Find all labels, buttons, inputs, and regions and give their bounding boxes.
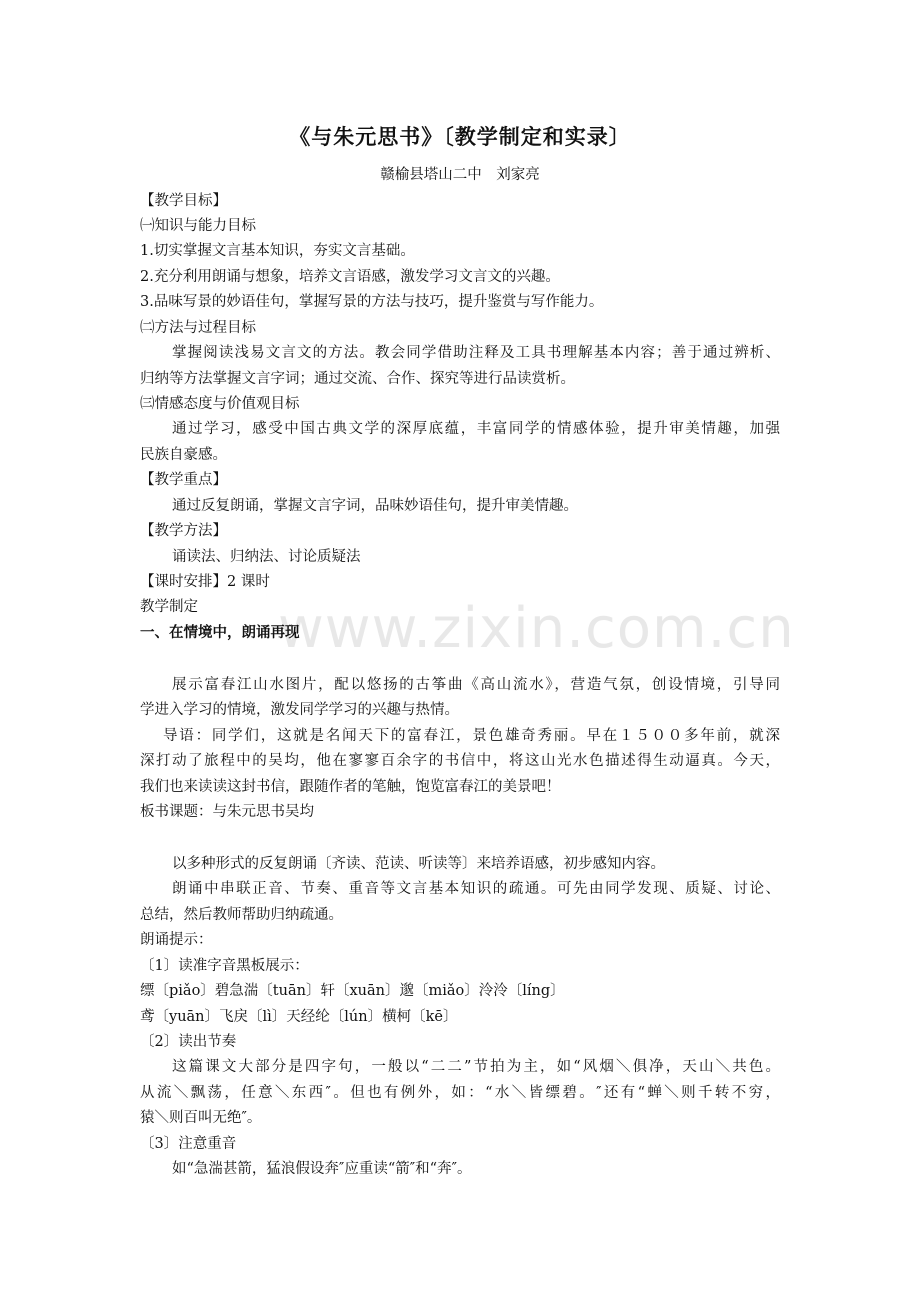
paragraph-line: 从流＼飘荡，任意＼东西″。但也有例外，如：“水＼皆缥碧。″还有“蝉＼则千转不穷， — [140, 1085, 780, 1101]
paragraph-line: 导语：同学们，这就是名闻天下的富春江，景色雄奇秀丽。早在１５００多年前，就深 — [163, 728, 780, 744]
paragraph-line: 〔3〕注意重音 — [140, 1136, 237, 1152]
document-title: 《与朱元思书》〔教学制定和实录〕 — [289, 125, 631, 149]
paragraph-line: 深打动了旅程中的吴均，他在寥寥百余字的书信中，将这山光水色描述得生动逼真。今天， — [140, 753, 780, 769]
paragraph-line: 以多种形式的反复朗诵〔齐读、范读、听读等〕来培养语感，初步感知内容。 — [172, 856, 665, 872]
paragraph-line: 〔1〕读准字音黑板展示： — [140, 958, 309, 974]
goal-item-1: 1.切实掌握文言基本知识，夯实文言基础。 — [140, 243, 415, 259]
heading-key-points: 【教学重点】 — [140, 472, 227, 488]
pinyin-line: 缥〔piǎo〕碧急湍〔tuān〕轩〔xuān〕邈〔miǎo〕泠泠〔líng〕 — [140, 983, 565, 999]
pinyin-line: 鸢〔yuān〕飞戾〔lì〕天经纶〔lún〕横柯〔kē〕 — [140, 1009, 458, 1025]
subheading-knowledge: ㈠知识与能力目标 — [140, 218, 256, 234]
paragraph-line: 展示富春江山水图片，配以悠扬的古筝曲《高山流水》，营造气氛，创设情境，引导同 — [172, 677, 780, 693]
heading-teaching-goals: 【教学目标】 — [140, 193, 227, 209]
paragraph-line: 掌握阅读浅易文言文的方法。教会同学借助注释及工具书理解基本内容；善于通过辨析、 — [172, 345, 780, 361]
goal-item-2: 2.充分利用朗诵与想象，培养文言语感，激发学习文言文的兴趣。 — [140, 269, 560, 285]
heading-methods: 【教学方法】 — [140, 523, 227, 539]
paragraph-line: 板书课题：与朱元思书吴均 — [140, 804, 314, 820]
heading-schedule: 【课时安排】2 课时 — [140, 574, 270, 590]
section-label: 教学制定 — [140, 599, 198, 615]
paragraph-line: 总结，然后教师帮助归纳疏通。 — [140, 907, 343, 923]
paragraph-line: 〔2〕读出节奏 — [140, 1034, 237, 1050]
paragraph-line: 通过学习，感受中国古典文学的深厚底蕴，丰富同学的情感体验，提升审美情趣，加强 — [172, 421, 780, 437]
paragraph-line: 归纳等方法掌握文言字词；通过交流、合作、探究等进行品读赏析。 — [140, 371, 575, 387]
paragraph-line: 朗诵提示： — [140, 932, 213, 948]
section-heading-1: 一、在情境中，朗诵再现 — [140, 625, 300, 641]
paragraph-line: 民族自豪感。 — [140, 447, 227, 463]
paragraph-line: 学进入学习的情境，激发同学学习的兴趣与热情。 — [140, 702, 459, 718]
paragraph-line: 诵读法、归纳法、讨论质疑法 — [172, 549, 361, 565]
paragraph-line: 如“急湍甚箭，猛浪假设奔″应重读“箭″和“奔″。 — [172, 1161, 472, 1177]
paragraph-line: 我们也来读读这封书信，跟随作者的笔触，饱览富春江的美景吧！ — [140, 779, 561, 795]
subheading-emotion: ㈢情感态度与价值观目标 — [140, 396, 300, 412]
watermark: www.zixin.com.cn — [278, 596, 795, 661]
paragraph-line: 通过反复朗诵，掌握文言字词，品味妙语佳句，提升审美情趣。 — [172, 498, 578, 514]
document-author: 赣榆县塔山二中 刘家亮 — [380, 167, 540, 183]
subheading-method: ㈡方法与过程目标 — [140, 320, 256, 336]
goal-item-3: 3.品味写景的妙语佳句，掌握写景的方法与技巧，提升鉴赏与写作能力。 — [140, 294, 604, 310]
paragraph-line: 朗诵中串联正音、节奏、重音等文言基本知识的疏通。可先由同学发现、质疑、讨论、 — [172, 881, 780, 897]
paragraph-line: 猿＼则百叫无绝″。 — [140, 1110, 262, 1126]
paragraph-line: 这篇课文大部分是四字句，一般以“二二”节拍为主，如“风烟＼俱净，天山＼共色。 — [172, 1059, 780, 1075]
